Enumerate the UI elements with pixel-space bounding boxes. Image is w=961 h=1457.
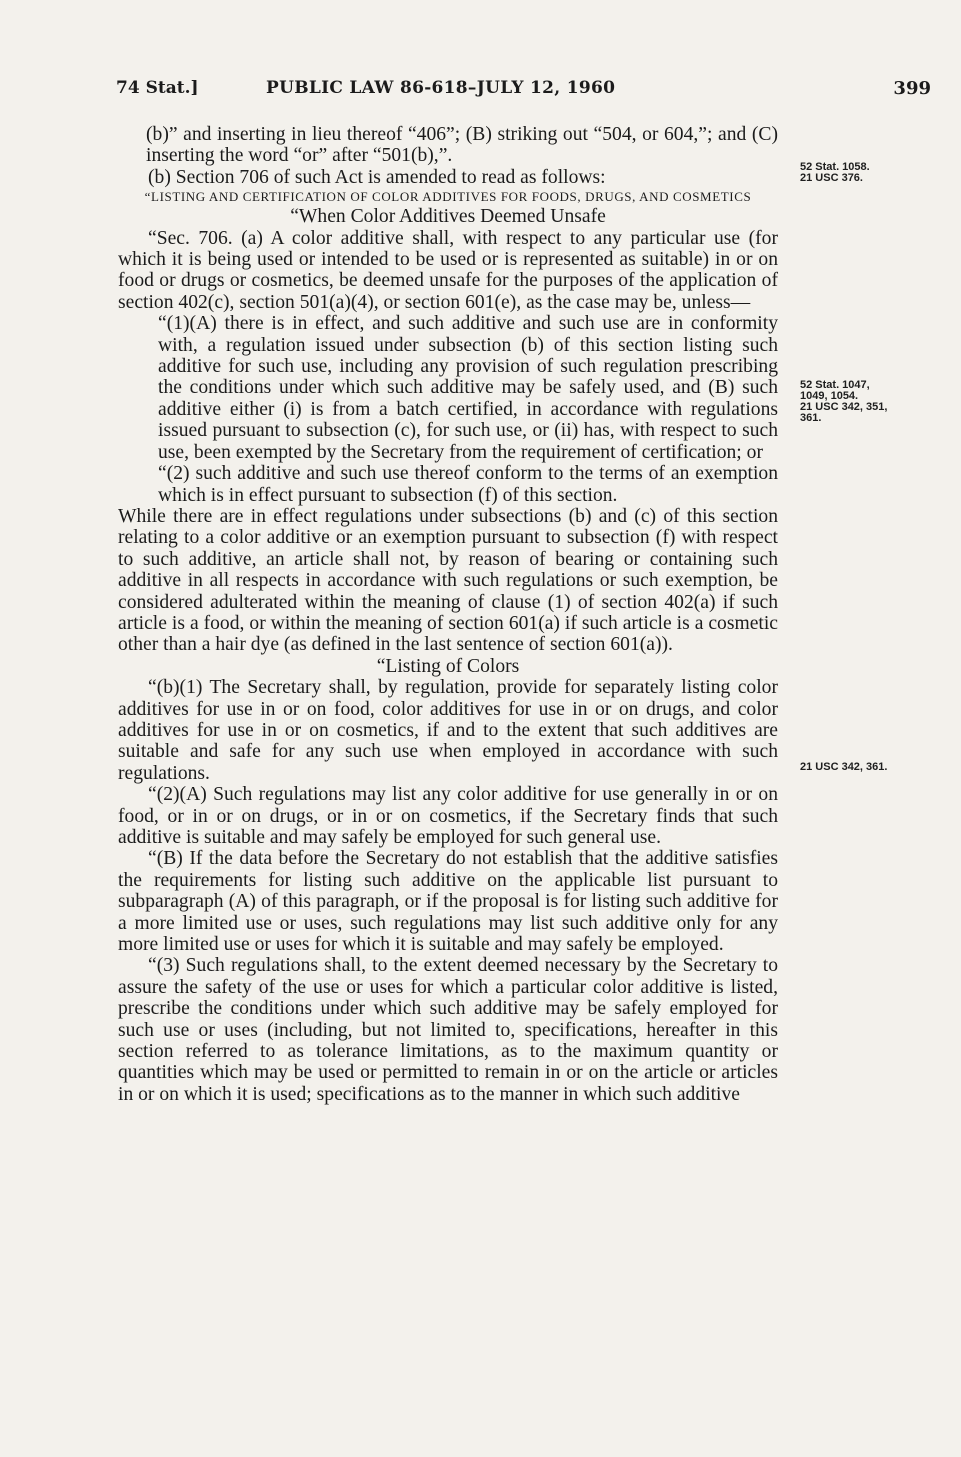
part-heading: “LISTING AND CERTIFICATION OF COLOR ADDITIVES FOR FOODS, DRUGS, AND COSMETICS	[144, 189, 752, 205]
subheading-listing: “Listing of Colors	[376, 655, 520, 677]
paragraph-while: While there are in effect regulations under subsections (b) and (c) of this section relating to a color additive or an exemption pursuant to subsection (f) with respect to such additive, an article shall not, by reason of bearing or containing such additive in all respects in accordance with such regulations or such exemption, be considered adulterated within the meaning of clause (1) of section 402(a) if such article is a food, or within the meaning of section 601(a) if such article is a cosmetic other than a hair dye (as defined in the last sentence of section 601(a)).	[118, 505, 778, 656]
margin-note: 21 USC 376.	[800, 172, 863, 184]
paragraph-continuation: (b)” and inserting in lieu thereof “406”; (B) striking out “504, or 604,”; and (C) inserting the word “or” after “501(b),”.	[146, 124, 778, 167]
paragraph-clause-2: “(2) such additive and such use thereof conform to the terms of an exemption which is in effect pursuant to subsection (f) of this section.	[158, 463, 778, 506]
margin-note: 21 USC 342, 361.	[800, 761, 888, 773]
page-number: 399	[893, 78, 931, 99]
margin-note: 52 Stat. 1058.	[800, 161, 870, 173]
margin-note: 361.	[800, 412, 822, 424]
running-header	[116, 78, 931, 102]
law-title: PUBLIC LAW 86-618–JULY 12, 1960	[266, 78, 616, 98]
paragraph-b-2-b: “(B) If the data before the Secretary do not establish that the additive satisfies the requirements for listing such additive on the applicable list pursuant to subparagraph (A) of this paragraph, or if the proposal is for listing such additive for a more limited use or uses, such regulations may list such additive only for any more limited use or uses for which it is suitable and may safely be employed.	[118, 848, 778, 956]
body-text	[118, 124, 778, 1105]
paragraph-b-2-a: “(2)(A) Such regulations may list any color additive for use generally in or on food, or in or on drugs, or in or on cosmetics, if the Secretary finds that such additive is suitable and may safely be employed for such general use.	[118, 784, 778, 848]
margin-note: 52 Stat. 1047,	[800, 379, 870, 391]
paragraph-clause-1: “(1)(A) there is in effect, and such additive and such use are in conformity with, a regulation issued under subsection (b) of this section listing such additive for such use, including any provision of such regulation prescribing the conditions under which such additive may be safely used, and (B) such additive either (i) is from a batch certified, in accordance with regulations issued pursuant to subsection (c), for such use, or (ii) has, with respect to such use, been exempted by the Secretary from the requirement of certification; or	[158, 313, 778, 463]
paragraph-sec-706-a: “Sec. 706. (a) A color additive shall, with respect to any particular use (for which it is being used or intended to be used or is represented as suitable) in or on food or drugs or cosmetics, be deemed unsafe for the purposes of the application of section 402(c), section 501(a)(4), or section 601(e), as the case may be, unless—	[118, 227, 778, 313]
margin-note: 1049, 1054.	[800, 390, 859, 402]
subheading-unsafe: “When Color Additives Deemed Unsafe	[290, 206, 606, 228]
paragraph-b-3: “(3) Such regulations shall, to the extent deemed necessary by the Secretary to assure the safety of the use or uses for which a particular color additive is listed, prescribe the conditions under which such additive may be safely employed for such use or uses (including, but not limited to, specifications, hereafter in this section referred to as tolerance limitations, as to the maximum quantity or quantities which may be used or permitted to remain in or on the article or articles in or on which it is used; specifications as to the manner in which such additive	[118, 955, 778, 1105]
statute-volume: 74 Stat.]	[116, 78, 199, 98]
margin-note: 21 USC 342, 351,	[800, 401, 888, 413]
paragraph-b-1: “(b)(1) The Secretary shall, by regulation, provide for separately listing color additives for use in or on food, color additives for use in or on drugs, and color additives for use in or on cosmetics, if and to the extent that such additives are suitable and safe for any such use when employed in accordance with such regulations.	[118, 677, 778, 784]
paragraph-section-b: (b) Section 706 of such Act is amended to read as follows:	[148, 166, 606, 188]
